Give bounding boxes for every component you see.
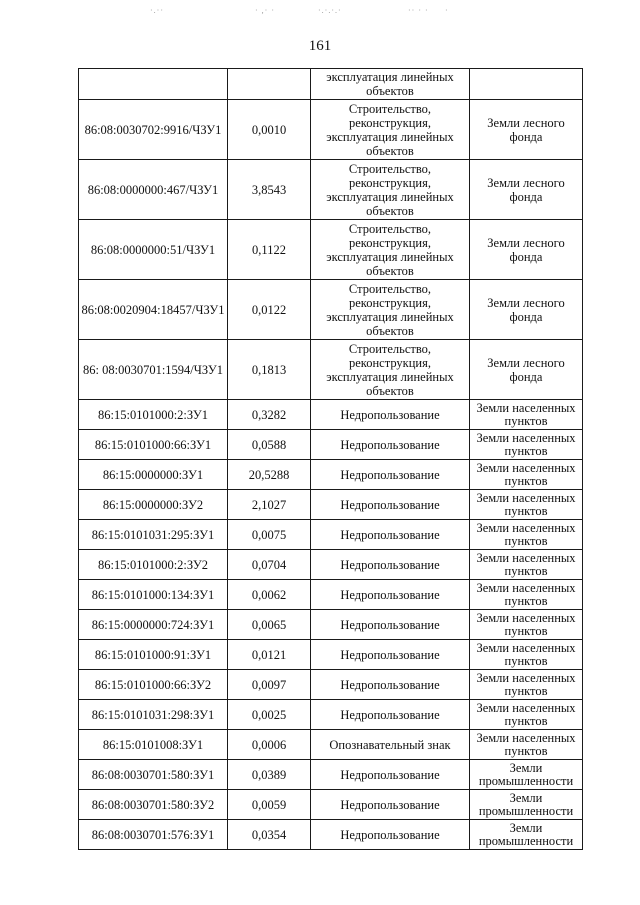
table-row xyxy=(79,550,583,580)
table-row xyxy=(79,430,583,460)
land-category-cell: Земли населенных пунктов xyxy=(470,490,583,520)
purpose-cell: Недропользование xyxy=(311,790,470,820)
cadastral-number-cell xyxy=(79,69,228,100)
land-category-cell: Земли населенных пунктов xyxy=(470,580,583,610)
cadastral-number-cell: 86:08:0030702:9916/ЧЗУ1 xyxy=(79,100,228,160)
cadastral-number-cell: 86:15:0101000:134:ЗУ1 xyxy=(79,580,228,610)
purpose-cell: эксплуатация линейных объектов xyxy=(311,69,470,100)
purpose-cell: Строительство, реконструкция, эксплуатация линейных объектов xyxy=(311,100,470,160)
purpose-cell: Недропользование xyxy=(311,460,470,490)
scan-noise-2: · ,· · xyxy=(255,6,275,15)
purpose-cell: Строительство, реконструкция, эксплуатация линейных объектов xyxy=(311,280,470,340)
land-category-cell: Земли населенных пунктов xyxy=(470,550,583,580)
cadastral-number-cell: 86:08:0020904:18457/ЧЗУ1 xyxy=(79,280,228,340)
cadastral-number-cell: 86:15:0101008:ЗУ1 xyxy=(79,730,228,760)
table-row xyxy=(79,100,583,160)
table-row xyxy=(79,160,583,220)
cadastral-number-cell: 86:08:0030701:576:ЗУ1 xyxy=(79,820,228,850)
cadastral-number-cell: 86:15:0000000:ЗУ1 xyxy=(79,460,228,490)
land-category-cell: Земли населенных пунктов xyxy=(470,700,583,730)
land-category-cell: Земли населенных пунктов xyxy=(470,730,583,760)
scan-noise-4: ·· · · xyxy=(408,6,429,15)
table-row xyxy=(79,700,583,730)
table-row xyxy=(79,490,583,520)
purpose-cell: Строительство, реконструкция, эксплуатация линейных объектов xyxy=(311,220,470,280)
cadastral-number-cell: 86:08:0030701:580:ЗУ1 xyxy=(79,760,228,790)
land-category-cell: Земли населенных пунктов xyxy=(470,460,583,490)
purpose-cell: Недропользование xyxy=(311,700,470,730)
land-category-cell: Земли населенных пунктов xyxy=(470,670,583,700)
cadastral-number-cell: 86:15:0101000:66:ЗУ2 xyxy=(79,670,228,700)
area-cell: 0,0025 xyxy=(228,700,311,730)
table-row xyxy=(79,730,583,760)
land-category-cell: Земли лесного фонда xyxy=(470,220,583,280)
land-plots-table xyxy=(78,68,583,850)
cadastral-number-cell: 86:15:0101000:91:ЗУ1 xyxy=(79,640,228,670)
cadastral-number-cell: 86:08:0030701:580:ЗУ2 xyxy=(79,790,228,820)
area-cell: 0,0704 xyxy=(228,550,311,580)
area-cell: 0,3282 xyxy=(228,400,311,430)
area-cell: 0,0121 xyxy=(228,640,311,670)
cadastral-number-cell: 86:15:0101000:2:ЗУ1 xyxy=(79,400,228,430)
cadastral-number-cell: 86: 08:0030701:1594/ЧЗУ1 xyxy=(79,340,228,400)
purpose-cell: Недропользование xyxy=(311,400,470,430)
table-row xyxy=(79,670,583,700)
land-category-cell xyxy=(470,69,583,100)
table-row xyxy=(79,400,583,430)
scan-noise-1: ·.·· xyxy=(150,6,164,15)
cadastral-number-cell: 86:08:0000000:51/ЧЗУ1 xyxy=(79,220,228,280)
cadastral-number-cell: 86:15:0000000:ЗУ2 xyxy=(79,490,228,520)
purpose-cell: Недропользование xyxy=(311,580,470,610)
land-category-cell: Земли населенных пунктов xyxy=(470,640,583,670)
cadastral-number-cell: 86:15:0101031:295:ЗУ1 xyxy=(79,520,228,550)
land-category-cell: Земли населенных пунктов xyxy=(470,520,583,550)
area-cell xyxy=(228,69,311,100)
land-category-cell: Земли населенных пунктов xyxy=(470,610,583,640)
table-row xyxy=(79,580,583,610)
area-cell: 3,8543 xyxy=(228,160,311,220)
table-row xyxy=(79,610,583,640)
land-category-cell: Земли населенных пунктов xyxy=(470,400,583,430)
area-cell: 0,0389 xyxy=(228,760,311,790)
land-category-cell: Земли лесного фонда xyxy=(470,280,583,340)
cadastral-number-cell: 86:15:0101000:2:ЗУ2 xyxy=(79,550,228,580)
area-cell: 0,0059 xyxy=(228,790,311,820)
purpose-cell: Недропользование xyxy=(311,760,470,790)
area-cell: 0,0062 xyxy=(228,580,311,610)
purpose-cell: Недропользование xyxy=(311,610,470,640)
purpose-cell: Недропользование xyxy=(311,520,470,550)
land-category-cell: Земли лесного фонда xyxy=(470,340,583,400)
area-cell: 0,0354 xyxy=(228,820,311,850)
area-cell: 0,0122 xyxy=(228,280,311,340)
land-category-cell: Земли лесного фонда xyxy=(470,100,583,160)
purpose-cell: Опознавательный знак xyxy=(311,730,470,760)
table-row xyxy=(79,460,583,490)
purpose-cell: Недропользование xyxy=(311,670,470,700)
area-cell: 0,0065 xyxy=(228,610,311,640)
land-category-cell: Земли лесного фонда xyxy=(470,160,583,220)
area-cell: 0,0010 xyxy=(228,100,311,160)
area-cell: 2,1027 xyxy=(228,490,311,520)
table-row xyxy=(79,340,583,400)
cadastral-number-cell: 86:08:0000000:467/ЧЗУ1 xyxy=(79,160,228,220)
area-cell: 20,5288 xyxy=(228,460,311,490)
area-cell: 0,0097 xyxy=(228,670,311,700)
area-cell: 0,0588 xyxy=(228,430,311,460)
area-cell: 0,0006 xyxy=(228,730,311,760)
scan-noise-5: · xyxy=(445,6,449,15)
table-row xyxy=(79,790,583,820)
page-number: 161 xyxy=(308,38,332,54)
table-row xyxy=(79,220,583,280)
area-cell: 0,1813 xyxy=(228,340,311,400)
land-category-cell: Земли промышленности xyxy=(470,760,583,790)
purpose-cell: Недропользование xyxy=(311,430,470,460)
purpose-cell: Недропользование xyxy=(311,640,470,670)
area-cell: 0,0075 xyxy=(228,520,311,550)
table-row xyxy=(79,280,583,340)
purpose-cell: Недропользование xyxy=(311,490,470,520)
table-row xyxy=(79,520,583,550)
area-cell: 0,1122 xyxy=(228,220,311,280)
purpose-cell: Недропользование xyxy=(311,550,470,580)
land-category-cell: Земли промышленности xyxy=(470,820,583,850)
table-row xyxy=(79,760,583,790)
table-row xyxy=(79,820,583,850)
land-category-cell: Земли населенных пунктов xyxy=(470,430,583,460)
purpose-cell: Строительство, реконструкция, эксплуатация линейных объектов xyxy=(311,160,470,220)
purpose-cell: Недропользование xyxy=(311,820,470,850)
cadastral-number-cell: 86:15:0101031:298:ЗУ1 xyxy=(79,700,228,730)
cadastral-number-cell: 86:15:0000000:724:ЗУ1 xyxy=(79,610,228,640)
purpose-cell: Строительство, реконструкция, эксплуатация линейных объектов xyxy=(311,340,470,400)
table-row-continuation xyxy=(79,69,583,100)
cadastral-number-cell: 86:15:0101000:66:ЗУ1 xyxy=(79,430,228,460)
land-category-cell: Земли промышленности xyxy=(470,790,583,820)
scan-noise-3: ·.·.·.· xyxy=(318,6,342,15)
table-row xyxy=(79,640,583,670)
